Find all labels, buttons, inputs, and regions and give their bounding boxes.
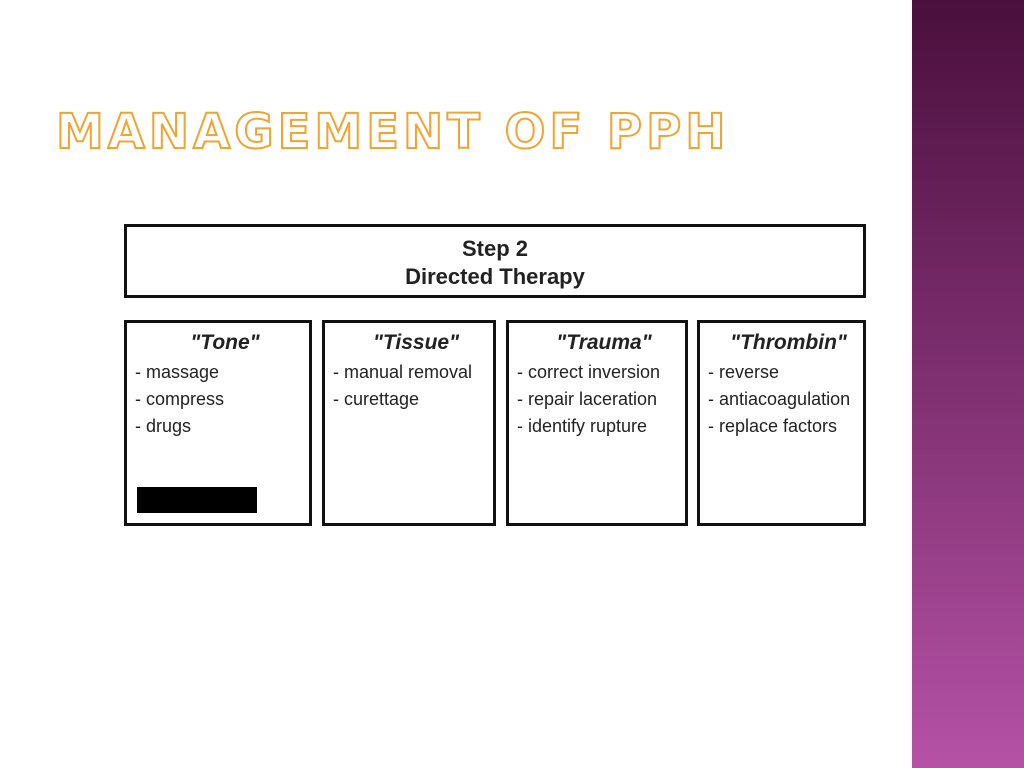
category-item: - antiacoagulation xyxy=(708,389,851,409)
category-box-thrombin xyxy=(697,320,866,526)
step-box xyxy=(124,224,866,298)
category-title: "Trauma" xyxy=(556,331,652,354)
slide-title: MANAGEMENT OF PPH xyxy=(56,104,730,160)
category-box-tone xyxy=(124,320,312,526)
category-list xyxy=(509,359,685,440)
category-item: - replace factors xyxy=(708,416,838,436)
category-title: "Tissue" xyxy=(372,331,460,354)
category-box-trauma xyxy=(506,320,688,526)
category-item: - drugs xyxy=(135,416,192,436)
category-item: - curettage xyxy=(333,389,420,409)
category-title: "Tone" xyxy=(190,331,260,354)
category-item: - correct inversion xyxy=(517,362,661,382)
category-item: - reverse xyxy=(708,362,780,382)
redaction-bar xyxy=(137,487,257,513)
category-item: - manual removal xyxy=(333,362,473,382)
category-list xyxy=(325,359,493,413)
category-title: "Thrombin" xyxy=(730,331,847,354)
category-item: - identify rupture xyxy=(517,416,648,436)
decorative-side-bar xyxy=(912,0,1024,768)
category-item: - repair laceration xyxy=(517,389,658,409)
category-list xyxy=(127,359,309,440)
category-box-tissue xyxy=(322,320,496,526)
category-item: - compress xyxy=(135,389,225,409)
category-item: - massage xyxy=(135,362,220,382)
step-label: Step 2 xyxy=(461,236,529,261)
step-heading: Directed Therapy xyxy=(405,264,585,289)
category-list xyxy=(700,359,863,440)
